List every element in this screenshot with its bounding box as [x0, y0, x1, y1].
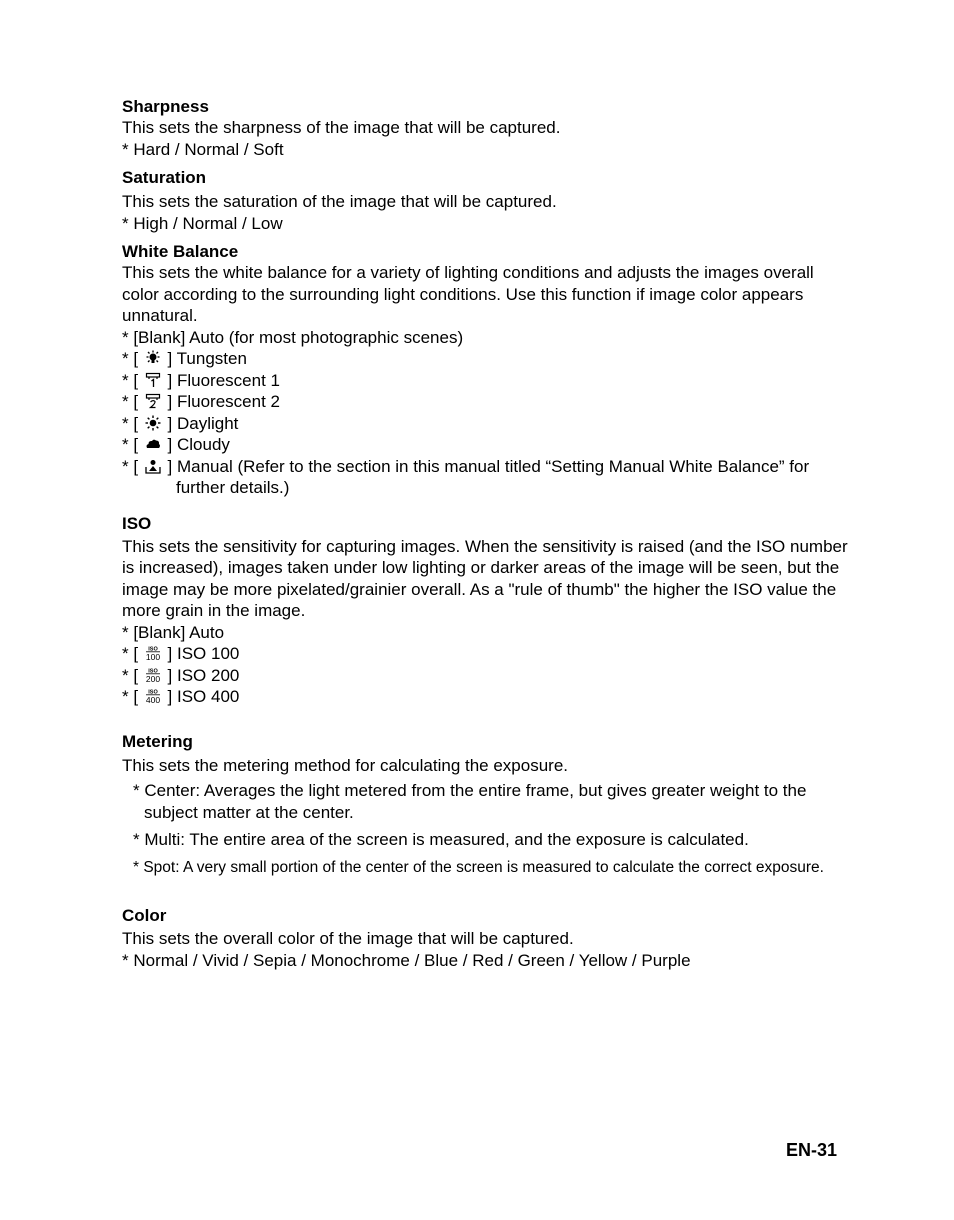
wb-item-prefix: * [ — [122, 370, 139, 390]
wb-item-cloudy — [122, 434, 854, 456]
page-number: EN-31 — [786, 1140, 838, 1160]
svg-text:ISO: ISO — [148, 689, 158, 696]
wb-item-label: ] Fluorescent 1 — [167, 370, 280, 390]
iso-heading: ISO — [122, 513, 152, 533]
cloudy-icon — [145, 436, 161, 452]
svg-text:400: 400 — [145, 695, 160, 704]
iso-item-auto: * [Blank] Auto — [122, 622, 225, 642]
color-heading: Color — [122, 906, 167, 925]
sharpness-options: * Hard / Normal / Soft — [122, 139, 284, 159]
wb-item-manual — [122, 456, 854, 499]
color-options: * Normal / Vivid / Sepia / Monochrome / Blue / Red / Green / Yellow / Purple — [122, 950, 691, 970]
svg-text:ISO: ISO — [148, 668, 158, 674]
wb-item-prefix: * [ — [122, 392, 139, 411]
iso-item-label: ] ISO 400 — [167, 687, 240, 706]
iso400-icon — [145, 688, 161, 704]
wb-item-label: ] Fluorescent 2 — [167, 392, 280, 411]
manual-wb-icon — [145, 458, 161, 474]
white-balance-description: This sets the white balance for a variety of lighting conditions and adjusts the images overall color according to the surrounding light conditions. Use this function if image color appears unnatural. — [122, 263, 814, 325]
iso-description: This sets the sensitivity for capturing images. When the sensitivity is raised (and the ISO number is increased), images taken under low lighting or darker areas of the image will be seen, but the image may be more pixelated/grainier overall. As a "rule of thumb" the higher the ISO value the more grain in the image. — [122, 536, 848, 620]
metering-item-center: * Center: Averages the light metered from the entire frame, but gives greater weight to the subject matter at the center. — [133, 781, 807, 822]
saturation-heading: Saturation — [122, 168, 207, 187]
fluorescent1-icon — [145, 372, 161, 388]
saturation-section — [122, 167, 854, 234]
sharpness-heading: Sharpness — [122, 97, 209, 116]
iso-item-prefix: * [ — [122, 687, 139, 706]
white-balance-heading: White Balance — [122, 242, 239, 261]
iso-section — [122, 513, 854, 708]
wb-item-fluorescent2 — [122, 391, 854, 413]
iso-item-200 — [122, 665, 854, 687]
wb-item-label: ] Manual (Refer to the section in this manual titled “Setting Manual White Balance” for further details.) — [167, 456, 810, 497]
svg-text:100: 100 — [145, 652, 160, 661]
wb-item-prefix: * [ — [122, 349, 139, 368]
iso-item-prefix: * [ — [122, 644, 139, 663]
wb-item-daylight — [122, 413, 854, 435]
iso-item-label: ] ISO 100 — [167, 644, 240, 663]
svg-text:200: 200 — [145, 673, 160, 683]
wb-item-prefix: * [ — [122, 456, 139, 476]
manual-page — [122, 96, 854, 971]
wb-item-tungsten — [122, 348, 854, 370]
saturation-description: This sets the saturation of the image that will be captured. — [122, 192, 557, 211]
metering-description: This sets the metering method for calculating the exposure. — [122, 755, 569, 775]
sharpness-section — [122, 96, 854, 160]
iso100-icon — [145, 645, 161, 661]
metering-section — [122, 731, 854, 879]
sharpness-description: This sets the sharpness of the image that will be captured. — [122, 118, 561, 137]
svg-text:ISO: ISO — [148, 646, 158, 653]
wb-item-label: ] Tungsten — [167, 349, 247, 368]
tungsten-icon — [145, 350, 161, 366]
iso200-icon — [145, 667, 161, 683]
iso-item-prefix: * [ — [122, 665, 139, 685]
metering-heading: Metering — [122, 731, 193, 751]
wb-item-prefix: * [ — [122, 435, 139, 454]
wb-item-fluorescent1 — [122, 370, 854, 392]
wb-item-auto: * [Blank] Auto (for most photographic scenes) — [122, 327, 464, 347]
fluorescent2-icon — [145, 393, 161, 409]
daylight-icon — [145, 415, 161, 431]
color-description: This sets the overall color of the image that will be captured. — [122, 929, 574, 948]
white-balance-section — [122, 241, 854, 499]
saturation-options: * High / Normal / Low — [122, 213, 283, 233]
iso-item-100 — [122, 643, 854, 665]
metering-item-spot: * Spot: A very small portion of the center of the screen is measured to calculate the correct exposure. — [133, 858, 824, 876]
metering-item-multi: * Multi: The entire area of the screen is measured, and the exposure is calculated. — [133, 830, 749, 849]
wb-item-label: ] Cloudy — [167, 435, 230, 454]
wb-item-prefix: * [ — [122, 413, 139, 433]
wb-item-label: ] Daylight — [167, 413, 239, 433]
color-section — [122, 905, 854, 971]
iso-item-400 — [122, 686, 854, 708]
iso-item-label: ] ISO 200 — [167, 665, 240, 685]
